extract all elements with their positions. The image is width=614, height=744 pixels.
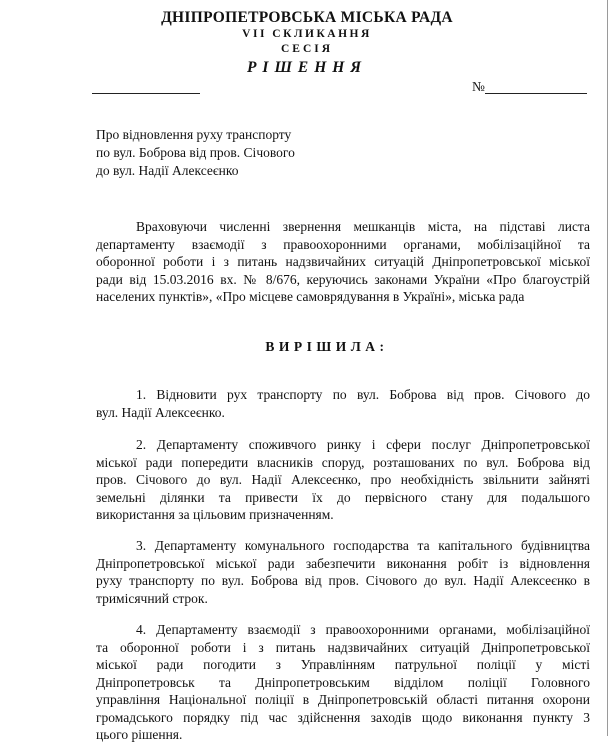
convocation-label: VІІ СКЛИКАННЯ xyxy=(242,28,372,40)
resolution-item-2 xyxy=(96,436,590,524)
date-blank-line xyxy=(92,93,200,94)
item-line: 3. Департаменту комунального господарства та капітального будівництва xyxy=(136,538,590,553)
item-line: використання за цільовим призначенням. xyxy=(96,507,334,522)
item-line: земельні ділянки та привести їх до первісного стану для подальшого xyxy=(96,489,590,505)
decision-title: РІШЕННЯ xyxy=(246,59,368,76)
item-line: тримісячний строк. xyxy=(96,590,208,606)
item-line: Дніпропетровської міської ради забезпечити виконання робіт із відновлення xyxy=(96,555,590,571)
item-line: 2. Департаменту споживчого ринку і сфери послуг Дніпропетровської xyxy=(136,437,590,452)
preamble-line: департаменту взаємодії з правоохоронними органами, мобілізаційної та xyxy=(96,236,590,252)
council-title: ДНІПРОПЕТРОВСЬКА МІСЬКА РАДА xyxy=(161,9,453,26)
decision-number-label: № xyxy=(472,79,485,94)
resolution-item-4 xyxy=(96,621,590,744)
preamble-line: Враховуючи численні звернення мешканців міста, на підставі листа xyxy=(136,219,590,234)
number-blank-line xyxy=(485,93,587,94)
session-label: СЕСІЯ xyxy=(280,43,334,55)
subject-line: по вул. Боброва від пров. Січового xyxy=(96,145,295,160)
item-line: громадського порядку під час здійснення заходів щодо виконання пункту 3 xyxy=(96,709,590,725)
item-line: 4. Департаменту взаємодії з правоохоронними органами, мобілізаційної xyxy=(136,622,590,637)
resolution-item-1 xyxy=(96,386,590,421)
decision-subject xyxy=(96,126,295,180)
preamble-line: населених пунктів», «Про місцеве самоврядування в Україні», міська рада xyxy=(96,289,525,304)
subject-line: до вул. Надії Алексеєнко xyxy=(96,163,239,178)
preamble-line: оборонної роботи і з питань надзвичайних ситуацій Дніпропетровської міської xyxy=(96,254,590,269)
preamble-line: ради від 15.03.2016 вх. № 8/676, керуючись законами України «Про благоустрій xyxy=(96,271,590,287)
item-line: 1. Відновити рух транспорту по вул. Боброва від пров. Січового до xyxy=(136,387,590,402)
resolved-heading: ВИРІШИЛА: xyxy=(265,339,389,354)
page-edge-divider xyxy=(607,0,608,736)
item-line: управління Національної поліції в Дніпропетровській області питання охорони xyxy=(96,692,590,707)
item-line: пров. Січового до вул. Надії Алексеєнко, про необхідність звільнити зайняті xyxy=(96,472,590,487)
item-line: міської ради погодити з Управлінням патрульної поліції у місті xyxy=(96,657,590,672)
subject-line: Про відновлення руху транспорту xyxy=(96,127,292,142)
preamble-paragraph xyxy=(96,218,590,306)
resolution-item-3 xyxy=(96,537,590,607)
item-line: вул. Надії Алексеєнко. xyxy=(96,404,225,420)
item-line: Дніпропетровськ та Дніпропетровським відділом поліції Головного xyxy=(96,674,590,690)
item-line: руху транспорту по вул. Боброва від пров. Січового до вул. Надії Алексеєнко в xyxy=(96,573,590,588)
item-line: міської ради попередити власників споруд, розташованих по вул. Боброва від xyxy=(96,454,590,470)
item-line: цього рішення. xyxy=(96,727,183,742)
item-line: та оборонної роботи і з питань надзвичайних ситуацій Дніпропетровської xyxy=(96,639,590,655)
